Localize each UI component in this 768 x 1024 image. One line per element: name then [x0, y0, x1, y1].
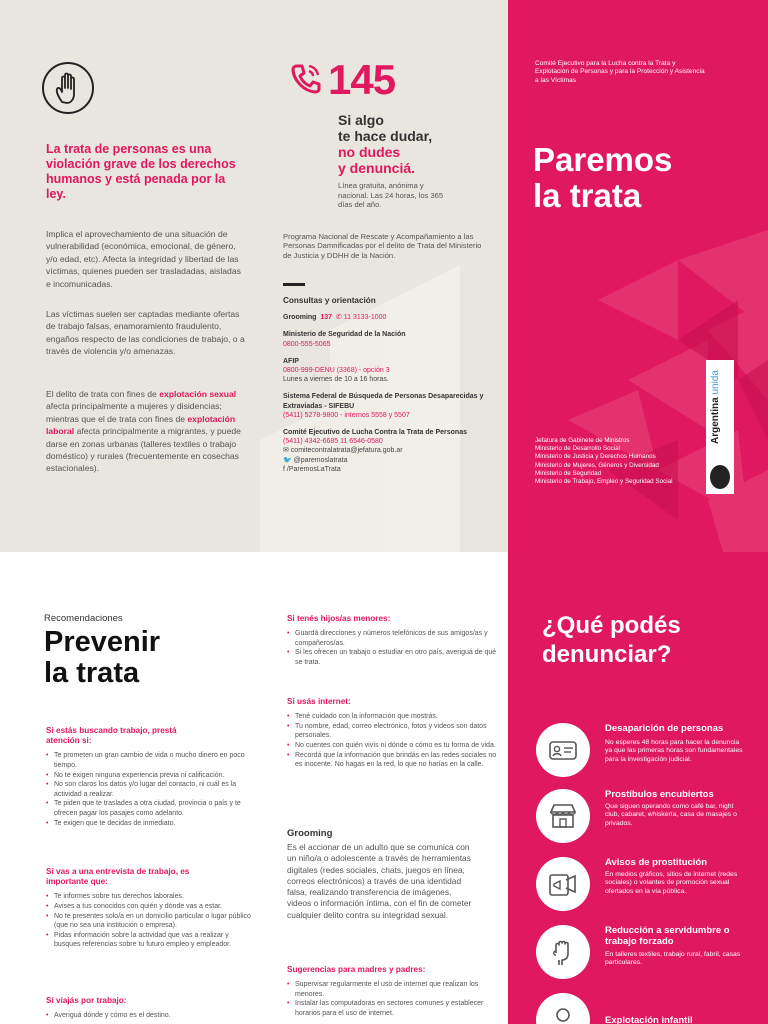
- divider: [283, 283, 305, 286]
- job-search-section: Si estás buscando trabajo, prestá atención si: • Te prometen un gran cambio de vida o mucho dinero en poco tiempo. • No te exigen ninguna experiencia previa ni calificación. • No son claros los datos y/o lugar del contacto, ni cuál es la actividad a realizar. • Te piden que te traslades a otra ciudad, provincia o país y te ofrecen pagar los pasajes como adelanto. • Te exigen que te decidas de inmediato.: [46, 726, 256, 828]
- panel-intro: [0, 0, 256, 552]
- hand-stop-icon: [42, 62, 94, 114]
- panel-prevent: [0, 552, 256, 1024]
- list-item: • No te exigen ninguna experiencia previa ni calificación.: [46, 771, 256, 781]
- list-item: • Tu nombre, edad, correo electrónico, fotos y videos son datos personales.: [287, 722, 497, 741]
- list-item: • No cuentes con quién vivís ni dónde o cómo es tu forma de vida.: [287, 741, 497, 751]
- intro-paragraph: El delito de trata con fines de explotación sexual afecta principalmente a mujeres y disidencias; mientras que el de trata con fines de explotación laboral afecta principalmente a migrantes, y puede darse en zonas urbanas (talleres textiles o trabajo doméstico) y rurales (frecuentemente en cosechas estacionales).: [46, 389, 241, 474]
- contact-committee: Comité Ejecutivo de Lucha Contra la Trata de Personas (5411) 4342-6685 11 6546-0580 ✉ comitecontralatrata@jefatura.gob.ar 🐦 @paremoslatrata f /ParemosLaTrata: [283, 429, 467, 473]
- megaphone-icon: [536, 857, 590, 911]
- section-label: Recomendaciones: [44, 613, 123, 624]
- list-item: • Te prometen un gran cambio de vida o mucho dinero en poco tiempo.: [46, 751, 256, 770]
- contact-afip: AFIP 0800-999-DENU (3368) - opción 3 Lunes a viernes de 10 a 16 horas.: [283, 357, 390, 384]
- ministries-list: Jefatura de Gabinete de Ministros Ministerio de Desarrollo Social Ministerio de Justicia y Derechos Humanos Ministerio de Mujeres, Géneros y Diversidad Ministerio de Seguridad Ministerio de Trabajo, Empleo y Seguridad Social: [535, 437, 673, 486]
- id-card-icon: [536, 723, 590, 777]
- list-item: • Te exigen que te decidas de inmediato.: [46, 819, 256, 829]
- list-item: • Si les ofrecen un trabajo o estudiar en otro país, averiguá de qué se trata.: [287, 648, 497, 667]
- list-item: • Tené cuidado con la información que mostrás.: [287, 712, 497, 722]
- list-item: • No son claros los datos y/o lugar del contacto, ni cuál es la actividad a realizar.: [46, 780, 256, 799]
- contact-ministry: Ministerio de Seguridad de la Nación 0800-555-5065: [283, 331, 406, 348]
- list-item: • Instalar las computadoras en sectores comunes y establecer horarios para el uso de internet.: [287, 999, 497, 1018]
- travel-section: Si viajás por trabajo: • Averiguá dónde y cómo es el destino.: [46, 996, 256, 1021]
- contacts-heading: Consultas y orientación: [283, 296, 376, 305]
- list-item: • Recordá que la información que brindás en las redes sociales no es inocente. No hagas en la red, lo que no harías en la calle.: [287, 751, 497, 770]
- intro-paragraph: Las víctimas suelen ser captadas mediante ofertas de trabajo falsas, enamoramiento fraudulento, engaños respecto de las condiciones de trabajo, o a través de violencia y/o amenazas.: [46, 309, 245, 357]
- child-icon: [536, 993, 590, 1024]
- list-item: • Pidas información sobre la actividad que vas a realizar y busques referencias sobre tu futuro empleo y empleador.: [46, 931, 256, 950]
- interview-section: Si vas a una entrevista de trabajo, es importante que: • Te informes sobre tus derechos laborales. • Avises a tus conocidos con quién y dónde vas a estar. • No te presentes solo/a en un domicilio particular o lugar público (que no sea una institución o empresa). • Pidas información sobre la actividad que vas a realizar y busques referencias sobre tu futuro empleo y empleador.: [46, 867, 256, 950]
- intro-lead: La trata de personas es una violación grave de los derechos humanos y está penada por la ley.: [46, 142, 236, 201]
- internet-section: Si usás internet: • Tené cuidado con la información que mostrás. • Tu nombre, edad, correo electrónico, fotos y videos son datos personales. • No cuentes con quién vivís ni dónde o cómo es tu forma de vida. • Recordá que la información que brindás en las redes sociales no es inocente. No hagas en la red, lo que no harías en la calle.: [287, 697, 497, 770]
- list-item: • Supervisar regularmente el uso de internet que realizan los menores.: [287, 980, 497, 999]
- panel-children-internet: [256, 552, 508, 1024]
- storefront-icon: [536, 789, 590, 843]
- national-seal-icon: [710, 465, 730, 489]
- hotline-number: 145: [328, 56, 396, 103]
- raised-fist-icon: [536, 925, 590, 979]
- grooming-definition: Es el accionar de un adulto que se comunica con un niño/a o adolescente a través de herramientas digitales (redes sociales, chats, juegos en línea, correos electrónicos) a través de una identidad falsa, realizando transferencia de imágenes, videos o información íntima, con el fin de cometer cualquier delito contra su integridad sexual.: [287, 842, 472, 920]
- list-item: • Avises a tus conocidos con quién y dónde vas a estar.: [46, 902, 256, 912]
- contacts-list: [283, 296, 493, 482]
- list-item: • Guardá direcciones y números telefónicos de sus amigos/as y compañeros/as.: [287, 629, 497, 648]
- panel-cover: [508, 0, 768, 552]
- program-text: Programa Nacional de Rescate y Acompañamiento a las Personas Damnificadas por el delito de Trata del Ministerio de Justicia y DDHH de la Nación.: [283, 232, 482, 260]
- cover-title: Paremos la trata: [533, 141, 673, 214]
- committee-name: Comité Ejecutivo para la Lucha contra la Trata y Explotación de Personas y para la Protección y Asistencia a las Víctimas: [535, 60, 705, 84]
- hotline-info: Línea gratuita, anónima y nacional. Las 24 horas, los 365 días del año.: [338, 181, 444, 210]
- contact-sifebu: Sistema Federal de Búsqueda de Personas Desaparecidas y Extraviadas - SIFEBU (5411) 5278-9800 - internos 5558 y 5507: [283, 393, 484, 419]
- phone-icon: [288, 60, 324, 96]
- list-item: • Te informes sobre tus derechos laborales.: [46, 892, 256, 902]
- contact-grooming: Grooming 137 ✆ 11 3133-1000: [283, 314, 387, 322]
- list-item: • Averiguá dónde y cómo es el destino.: [46, 1011, 256, 1021]
- children-section: Si tenés hijos/as menores: • Guardá direcciones y números telefónicos de sus amigos/as y compañeros/as. • Si les ofrecen un trabajo o estudiar en otro país, averiguá de qué se trata.: [287, 614, 497, 668]
- intro-paragraph: Implica el aprovechamiento de una situación de vulnerabilidad (económica, emocional, de género, y/o edad, etc). Afecta la integridad y libertad de las víctimas, quienes pueden ser trasladadas, aisladas e incomunicadas.: [46, 229, 241, 289]
- list-item: • No te presentes solo/a en un domicilio particular o lugar público (que no sea una institución o empresa).: [46, 912, 256, 931]
- hotline-slogan: Si algo te hace dudar, no dudes y denunciá.: [338, 112, 433, 176]
- argentina-unida-logo: Argentina unida: [706, 360, 734, 494]
- list-item: • Te piden que te traslades a otra ciudad, provincia o país y te ofrecen pagar los pasajes como adelanto.: [46, 799, 256, 818]
- grooming-heading: Grooming: [287, 828, 333, 839]
- prevent-title: Prevenir la trata: [44, 626, 161, 689]
- report-title: ¿Qué podés denunciar?: [542, 612, 681, 668]
- parents-section: Sugerencias para madres y padres: • Supervisar regularmente el uso de internet que realizan los menores. • Instalar las computadoras en sectores comunes y establecer horarios para el uso de internet.: [287, 965, 497, 1019]
- panel-report: ¿Qué podés denunciar? Desaparición de personas No esperes 48 horas para hacer la denuncia ya que las primeras horas son fundamentales para la investigación judicial. Prostíbulos encubiertos Que siguen operando como café bar, night club, cabaret, whiskería, casa de masajes o privados. Avisos de prostitución En medios gráficos, sitios de internet (redes sociales) o volantes de promoción sexual ofertados en la vía pública. Reducción a servidumbre o trabajo forzado En talleres textiles, trabajo rural, fabril, casas particulares. Explotación infantil: [508, 552, 768, 1024]
